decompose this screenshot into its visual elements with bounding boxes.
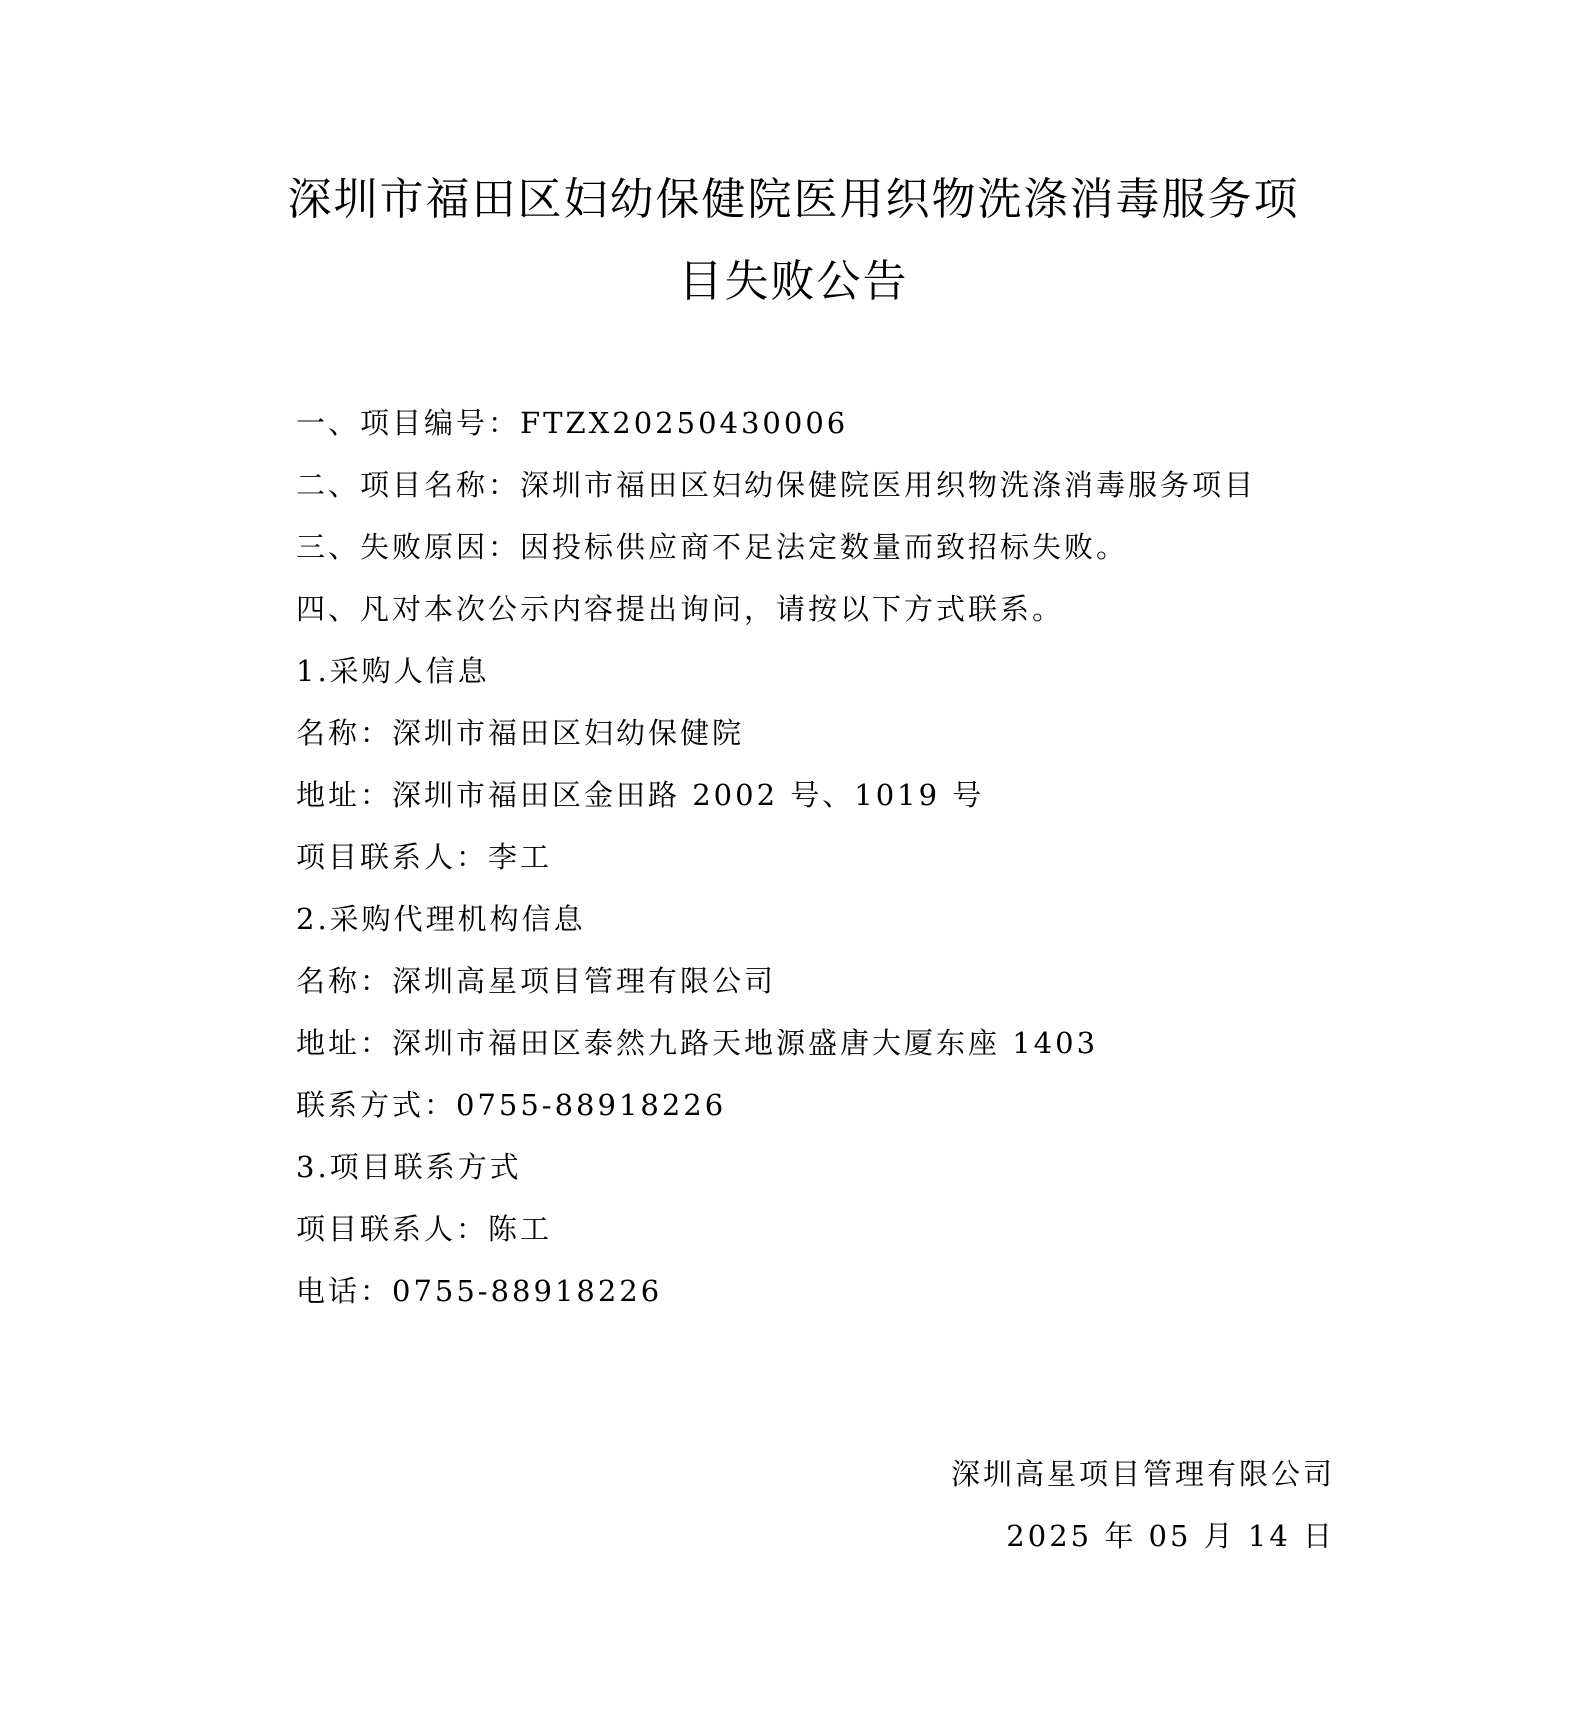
document-title-line-1: 深圳市福田区妇幼保健院医用织物洗涤消毒服务项 bbox=[287, 174, 1300, 225]
signature-date: 2025 年 05 月 14 日 bbox=[1006, 1519, 1335, 1553]
project-contact-person: 项目联系人：陈工 bbox=[296, 1212, 553, 1246]
inquiry-notice: 四、凡对本次公示内容提出询问，请按以下方式联系。 bbox=[296, 592, 1065, 626]
notice-body bbox=[296, 392, 1296, 1322]
purchaser-address: 地址：深圳市福田区金田路 2002 号、1019 号 bbox=[296, 778, 985, 812]
purchaser-heading: 1.采购人信息 bbox=[296, 654, 490, 688]
signature-company: 深圳高星项目管理有限公司 bbox=[950, 1457, 1335, 1491]
agency-name: 名称：深圳高星项目管理有限公司 bbox=[296, 964, 777, 998]
purchaser-contact: 项目联系人：李工 bbox=[296, 840, 553, 874]
project-name: 二、项目名称：深圳市福田区妇幼保健院医用织物洗涤消毒服务项目 bbox=[296, 468, 1257, 502]
document-title-line-2: 目失败公告 bbox=[678, 256, 909, 307]
agency-phone: 联系方式：0755-88918226 bbox=[296, 1088, 727, 1122]
agency-heading: 2.采购代理机构信息 bbox=[296, 902, 586, 936]
project-number: 一、项目编号：FTZX20250430006 bbox=[296, 406, 849, 440]
agency-address: 地址：深圳市福田区泰然九路天地源盛唐大厦东座 1403 bbox=[296, 1026, 1099, 1060]
project-contact-phone: 电话：0755-88918226 bbox=[296, 1274, 663, 1308]
failure-reason: 三、失败原因：因投标供应商不足法定数量而致招标失败。 bbox=[296, 530, 1129, 564]
project-contact-heading: 3.项目联系方式 bbox=[296, 1150, 522, 1184]
purchaser-name: 名称：深圳市福田区妇幼保健院 bbox=[296, 716, 745, 750]
